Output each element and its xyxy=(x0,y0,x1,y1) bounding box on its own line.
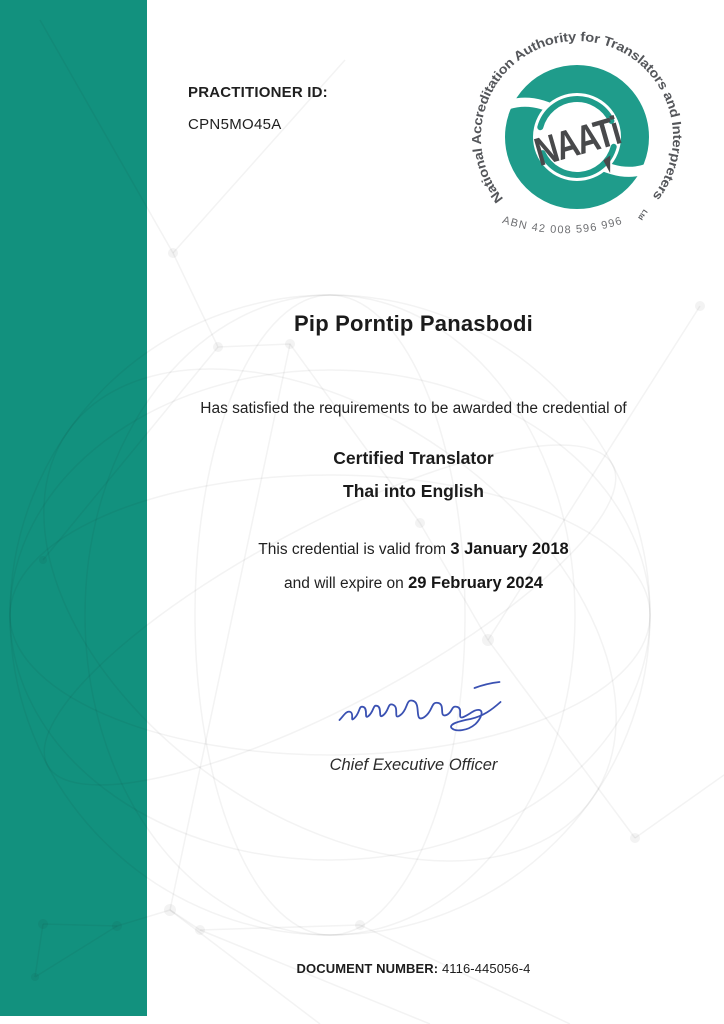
naati-acronym-text: NAATi xyxy=(529,102,647,175)
logo-ring-text: National Accreditation Authority for Translators and Interpreters xyxy=(468,28,686,207)
expiry-line xyxy=(147,574,680,593)
left-accent-bar xyxy=(0,0,147,1016)
valid-from-date: 3 January 2018 xyxy=(450,540,569,558)
expiry-date: 29 February 2024 xyxy=(408,574,543,592)
signatory-title: Chief Executive Officer xyxy=(329,756,498,774)
abn-text: ABN 42 008 596 996 xyxy=(500,214,625,237)
document-number-label: DOCUMENT NUMBER: xyxy=(296,961,439,976)
signature xyxy=(332,674,510,742)
expiry-prefix: and will expire on xyxy=(284,575,409,592)
validity-line xyxy=(147,540,680,559)
document-number-value: 4116-445056-4 xyxy=(441,961,531,976)
practitioner-id-value: CPN5MO45A xyxy=(188,116,282,133)
recipient-name: Pip Porntip Panasbodi xyxy=(294,311,533,336)
credential-title: Certified Translator xyxy=(333,448,494,468)
credential-language: Thai into English xyxy=(343,481,484,501)
credential-statement: Has satisfied the requirements to be awarded the credential of xyxy=(200,400,627,417)
logo-ltd-text: Ltd xyxy=(636,207,649,221)
practitioner-id-label: PRACTITIONER ID: xyxy=(188,84,328,101)
certificate-content xyxy=(147,0,680,1024)
document-number xyxy=(147,961,680,976)
validity-prefix: This credential is valid from xyxy=(258,541,451,558)
signature-area xyxy=(147,674,680,747)
